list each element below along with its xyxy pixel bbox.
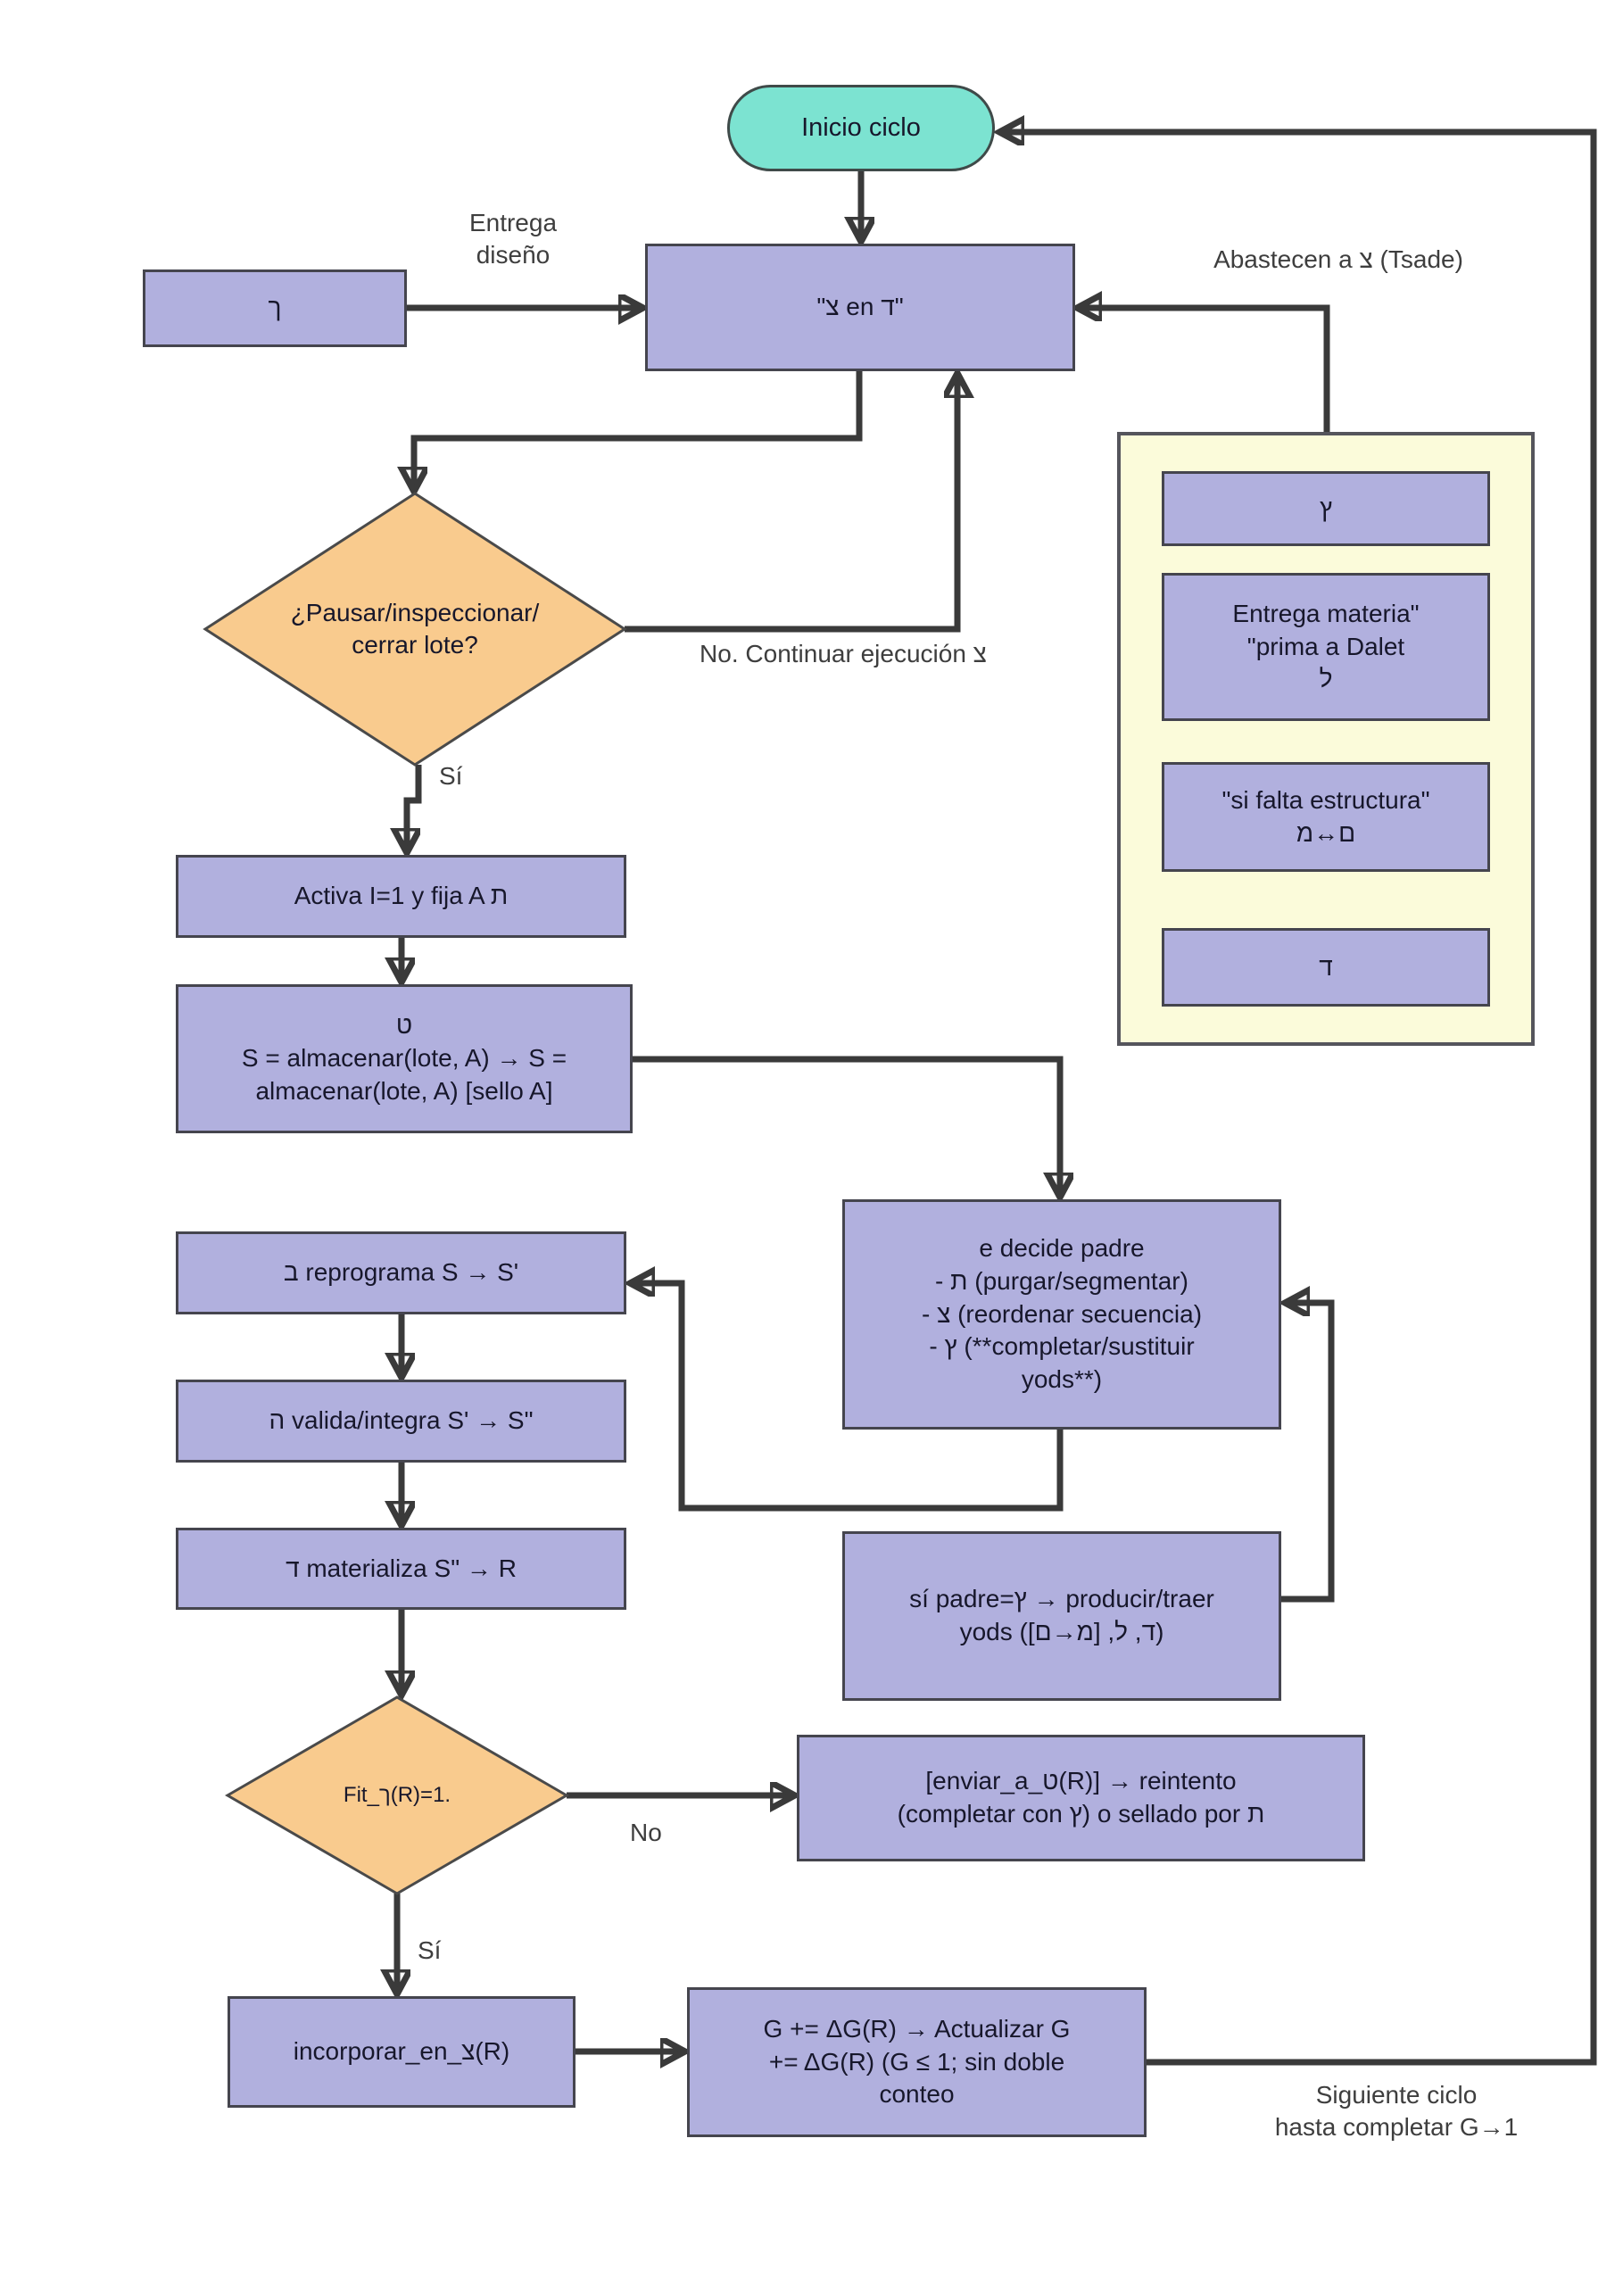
node-si-padre: [842, 1531, 1281, 1701]
node-materializa: [176, 1528, 626, 1610]
label-entrega-line2: diseño: [476, 241, 551, 269]
fit-diamond-text: [268, 1776, 526, 1815]
node-si-padre-line2: yods ([ם→מ] ,ל ,ד): [959, 1618, 1164, 1645]
label-entrega-diseno: [379, 207, 647, 272]
panel-materia-line1: Entrega materia": [1232, 599, 1420, 627]
pause-diamond-text: [250, 580, 580, 678]
node-decide-line2: - ת (purgar/segmentar): [935, 1266, 1188, 1295]
pause-line1: ¿Pausar/inspeccionar/: [290, 598, 540, 626]
fit-label: Fit_ך(R)=1.: [343, 1783, 451, 1808]
label-abastecen: [1142, 244, 1535, 276]
panel-box-materia: [1162, 573, 1490, 721]
node-valida-label: ה valida/integra S' → S": [269, 1406, 534, 1435]
node-reprograma-label: ב reprograma S → S': [283, 1258, 519, 1287]
node-incorporar: [228, 1996, 576, 2108]
node-enviar-reintento: [797, 1735, 1365, 1861]
node-g-line2: += ΔG(R) (G ≤ 1; sin doble: [768, 2047, 1065, 2076]
node-main-label: "צ en ד": [816, 293, 904, 321]
node-reprograma: [176, 1231, 626, 1314]
label-si-1-text: Sí: [439, 762, 463, 790]
node-main: [645, 244, 1075, 371]
node-si-padre-line1: sí padre=ץ → producir/traer: [909, 1585, 1214, 1613]
pause-line2: cerrar lote?: [352, 631, 478, 659]
node-enviar-line2: (completar con ץ) o sellado por ת: [897, 1800, 1265, 1828]
label-si-2: [418, 1935, 489, 1967]
node-decide-line3: - צ (reordenar secuencia): [921, 1299, 1203, 1328]
node-kaf-label: ך: [268, 294, 282, 322]
label-no-continuar-text: No. Continuar ejecución צ: [700, 640, 987, 667]
label-abastecen-text: Abastecen a צ (Tsade): [1213, 245, 1463, 273]
label-siguiente-ciclo: [1218, 2079, 1575, 2144]
node-activa: [176, 855, 626, 938]
node-decide-padre: [842, 1199, 1281, 1430]
panel-box-tsade-final: [1162, 471, 1490, 546]
node-g-actualizar: [687, 1987, 1147, 2137]
node-g-line3: conteo: [879, 2080, 955, 2109]
label-entrega-line1: Entrega: [468, 209, 558, 236]
panel-box-dalet: [1162, 928, 1490, 1007]
node-decide-line4: - ץ (**completar/sustituir: [929, 1332, 1195, 1361]
label-no-2: [630, 1817, 710, 1849]
panel-materia-line2: "prima a Dalet: [1246, 632, 1405, 660]
panel-estructura-line1: "si falta estructura": [1221, 785, 1430, 814]
panel-estructura-line2: מ↔ם: [1296, 818, 1356, 847]
start-label: Inicio ciclo: [801, 113, 921, 142]
node-tet-line1: ט: [395, 1011, 413, 1040]
node-decide-line5: yods**): [1021, 1365, 1103, 1394]
node-g-line1: G += ΔG(R) → Actualizar G: [763, 2014, 1071, 2043]
node-materializa-label: ד materializa S" → R: [286, 1554, 517, 1582]
node-activa-label: Activa I=1 y fija A ת: [294, 882, 509, 910]
edge-pause-si-to-activa: [407, 765, 418, 853]
label-si-2-text: Sí: [418, 1936, 442, 1964]
panel-box-estructura: [1162, 762, 1490, 872]
panel-box-dalet-label: ד: [1319, 952, 1333, 981]
edge-sipadre-to-decide-loop: [1281, 1303, 1331, 1599]
panel-box-tsade-final-label: ץ: [1319, 493, 1333, 522]
edge-panel-to-main: [1077, 308, 1327, 432]
node-decide-line1: e decide padre: [979, 1233, 1145, 1262]
edge-no-return-to-main: [625, 373, 957, 629]
node-tet-almacenar: [176, 984, 633, 1133]
node-valida: [176, 1380, 626, 1463]
node-enviar-line1: [enviar_a_ט(R)] → reintento: [925, 1767, 1237, 1795]
node-tet-line2: S = almacenar(lote, A) → S =: [241, 1044, 567, 1073]
label-siguiente-line1: Siguiente ciclo: [1315, 2081, 1478, 2109]
label-no-2-text: No: [630, 1819, 662, 1846]
label-no-continuar: [629, 638, 1057, 670]
node-incorporar-label: incorporar_en_צ(R): [293, 2037, 510, 2066]
node-tet-line3: almacenar(lote, A) [sello A]: [255, 1076, 553, 1105]
node-kaf: [143, 269, 407, 347]
label-si-1: [439, 760, 510, 792]
edge-tet-to-decide: [633, 1059, 1060, 1198]
panel-materia-line3: ל: [1319, 665, 1333, 693]
start-node: [727, 85, 995, 171]
edge-main-to-pause-diamond: [414, 371, 859, 492]
label-siguiente-line2: hasta completar G→1: [1274, 2113, 1519, 2142]
